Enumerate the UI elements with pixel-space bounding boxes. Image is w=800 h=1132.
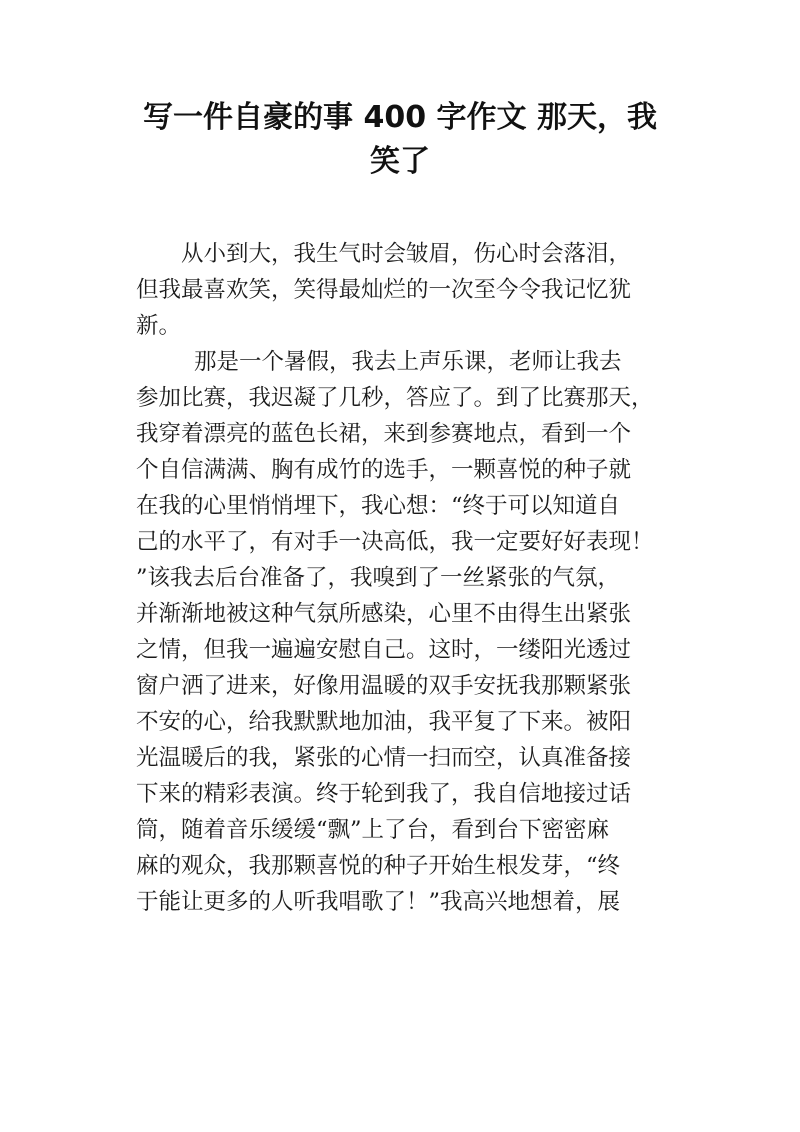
paragraph-2 [136,344,696,920]
paragraph-line: 筒，随着音乐缓缓“飘”上了台，看到台下密密麻 [136,817,610,843]
paragraph-line: 光温暖后的我，紧张的心情一扫而空，认真准备接 [136,745,632,771]
paragraph-1 [136,236,696,344]
paragraph-line: ”该我去后台准备了，我嗅到了一丝紧张的气氛， [136,565,621,591]
document-body [136,236,696,920]
paragraph-line: 那是一个暑假，我去上声乐课，老师让我去 [194,349,622,375]
paragraph-line: 但我最喜欢笑，笑得最灿烂的一次至今令我记忆犹 [136,277,632,303]
paragraph-line: 从小到大，我生气时会皱眉，伤心时会落泪， [181,241,632,267]
paragraph-line: 下来的精彩表演。终于轮到我了，我自信地接过话 [136,781,632,807]
paragraph-line: 新。 [136,313,182,339]
paragraph-line: 并渐渐地被这种气氛所感染，心里不由得生出紧张 [136,601,632,627]
document-title [120,96,680,184]
paragraph-line: 在我的心里悄悄埋下，我心想：“终于可以知道自 [136,493,621,519]
paragraph-line: 麻的观众，我那颗喜悦的种子开始生根发芽，“终 [136,853,621,879]
paragraph-line: 参加比赛，我迟凝了几秒，答应了。到了比赛那天， [136,385,654,411]
title-line-2: 笑了 [370,144,430,179]
paragraph-line: 我穿着漂亮的蓝色长裙，来到参赛地点，看到一个 [136,421,632,447]
paragraph-line: 己的水平了，有对手一决高低，我一定要好好表现！ [136,529,654,555]
paragraph-line: 于能让更多的人听我唱歌了！”我高兴地想着，展 [136,889,621,915]
title-line-1: 写一件自豪的事 400 字作文 那天，我 [143,100,657,135]
paragraph-line: 个自信满满、胸有成竹的选手，一颗喜悦的种子就 [136,457,632,483]
paragraph-line: 不安的心，给我默默地加油，我平复了下来。被阳 [136,709,632,735]
paragraph-line: 之情，但我一遍遍安慰自己。这时，一缕阳光透过 [136,637,632,663]
paragraph-line: 窗户洒了进来，好像用温暖的双手安抚我那颗紧张 [136,673,632,699]
